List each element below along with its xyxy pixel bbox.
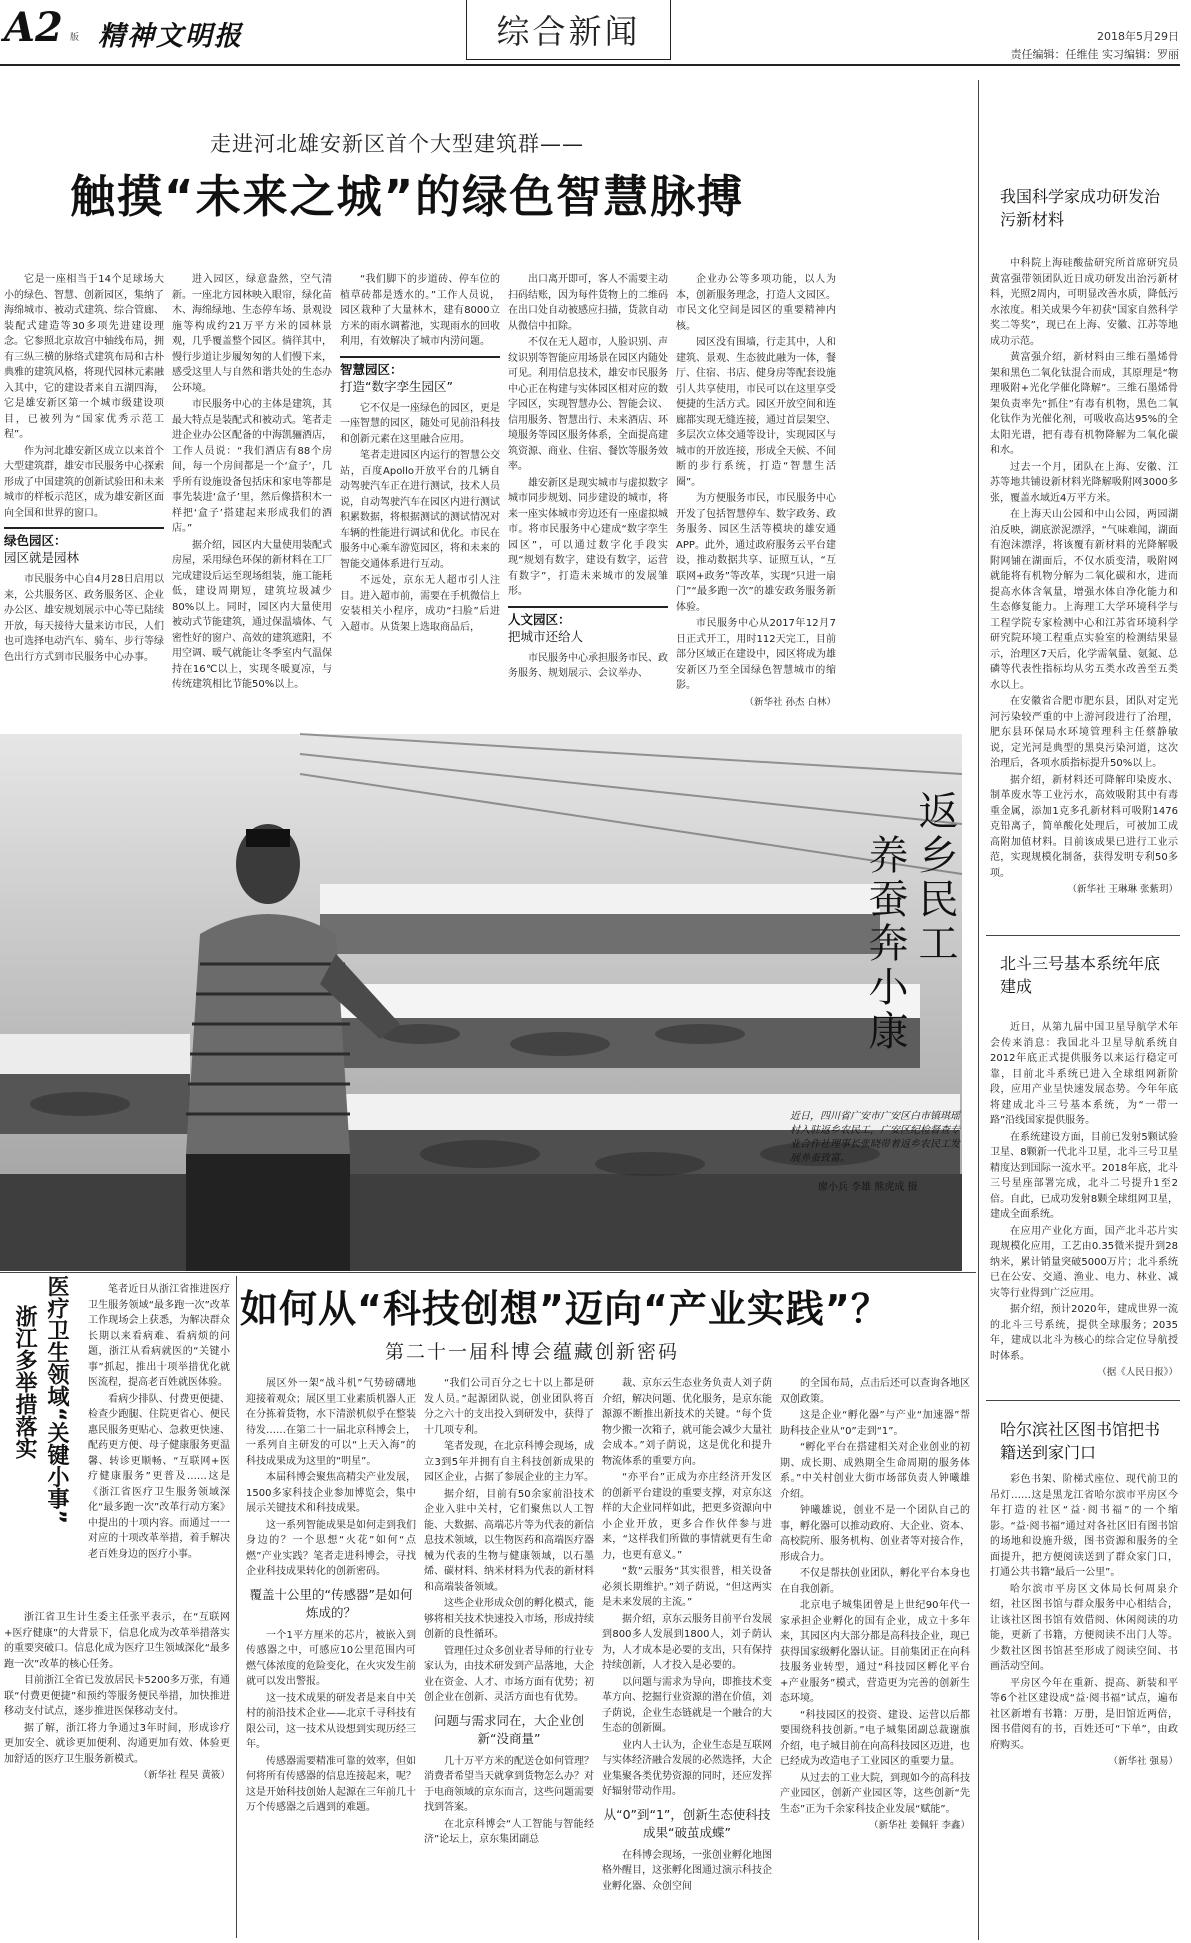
article-byline: （新华社 孙杰 白林） <box>744 696 836 708</box>
paragraph: 市民服务中心的主体是建筑，其最大特点是装配式和被动式。笔者走进企业办公区配备的中海凯骊酒店，工作人员说：“我们酒店有88个房间，每一个房间都是一个‘盒子’，几乎所有设施设备包括床和家电等都是事先装进‘盒子’里，然后像搭积木一样把‘盒子’搭建起来形成我们的酒店。” <box>172 399 332 534</box>
paragraph: 据介绍，新材料还可降解印染废水、制革废水等工业污水，高效吸附其中有毒重金属，添加1克多孔新材料可吸附1476克铅离子，简单酸化处理后，可被加工成高附加值材料。目前该成果已进行工业示范，实现规模化制备，获得发明专利50多项。 <box>990 774 1178 879</box>
paragraph: 目前浙江全省已发放居民卡5200多万张，有通联“付费更便捷”和预约等服务便民举措，加快推进移动支付试点，逐步推进医保移动支付。 <box>4 1675 230 1717</box>
paragraph: 展区外一架“战斗机”气势磅礴地迎接着观众；展区里工业素质机器人正在分拣着货物，水下清淤机似乎在整装待发……在第二十一届北京科博会上，一系列自主研发的可以“上天入海”的科技成果成为这里的“明星”。 <box>246 1378 416 1467</box>
paragraph: 园区没有围墙，行走其中，人和建筑、景观、生态彼此融为一体，餐厅、住宿、书店、健身房等配套设施引人共享使用，市民可以在这里享受便捷的生活方式。园区开放空间和连廊都实现无缝连接，通过首层架空、多层次立体交通等设计，实现园区与城市的开放连接，形成全天候、不间断的步行系统，打造“智慧生活圈”。 <box>676 337 836 488</box>
paragraph: 市民服务中心从2017年12月7日正式开工，用时112天完工，目前部分区域正在建设中，园区将成为雄安新区乃至全国绿色智慧城市的缩影。 <box>676 618 836 691</box>
side-story-byline: （据《人民日报》） <box>1097 1367 1178 1378</box>
paragraph: 传感器需要精准可靠的效率，但如何将所有传感器的信息连接起来，呢？这是开始科技创始人起源在三年前几十万个传感器之后遇到的难题。 <box>246 1755 416 1813</box>
subheading-text: 把城市还给人 <box>508 628 584 644</box>
editor-credits: 责任编辑：任维佳 实习编辑：罗丽 <box>1010 48 1179 61</box>
paragraph: 据了解，浙江将力争通过3年时间，形成诊疗更加安全、就诊更加便利、沟通更加有效、体验更加舒适的医疗卫生服务新模式。 <box>4 1722 230 1765</box>
paragraph: 几十万平方米的配送仓如何管理？消费者希望当天就拿到货物怎么办？对于电商领域的京东而言，这些问题需要找到答案。 <box>424 1755 594 1813</box>
lower-article-column-4 <box>780 1376 970 1936</box>
paragraph: 雄安新区是现实城市与虚拟数字城市同步规划、同步建设的城市，将来一座实体城市旁边还有一座虚拟城市。将市民服务中心建成“数字孪生园区”，可以通过数字化手段实现“规划有数字，建设有数字，运营有数字”，打造未来城市的发展雏形。 <box>508 477 668 597</box>
subheading-text: 园区就是园林 <box>4 550 80 565</box>
section-divider <box>0 1272 976 1273</box>
paragraph: 在北京科博会“人工智能与智能经济”论坛上，京东集团副总 <box>424 1818 594 1845</box>
side-story-1-body <box>990 256 1178 922</box>
paragraph: 进入园区，绿意盎然，空气清新。一座北方园林映入眼帘，绿化苗木、海绵绿地、生态停车场、景观设施等构成约21万平方米的园林景观，几乎覆盖整个园区。徜徉其中，慢行步道让步履匆匆的人们慢下来，感受这里人与自然和谐共处的生态办公环境。 <box>172 274 332 394</box>
page-number: A2 <box>4 4 63 51</box>
story-divider <box>986 935 1180 936</box>
lower-article-headline: 如何从“科技创想”迈向“产业实践”？ <box>240 1287 890 1331</box>
header-rule <box>0 64 1180 66</box>
paragraph: 这一技术成果的研发者是来自中关村的前沿技术企业——北京千寻科技有限公司，这一技术从设想到实现历经三年。 <box>246 1692 416 1750</box>
paragraph: 中科院上海硅酸盐研究所首席研究员黄富强带领团队近日成功研发出治污新材料，光照2周内，可明显改善水质，降低污水浓度。相关成果今年初获“国家自然科学奖二等奖”，现已在上海、安徽、江苏等地成功示范。 <box>990 258 1178 347</box>
paragraph: 据介绍，预计2020年，建成世界一流的北斗三号系统，提供全球服务；2035年，建成以北斗为核心的综合定位导航授时体系。 <box>990 1304 1178 1362</box>
subheading <box>508 606 668 645</box>
lower-left-vertical-headline <box>4 1275 80 1605</box>
subheading <box>4 527 164 566</box>
paragraph: 在系统建设方面，目前已发射5颗试验卫星、8颗新一代北斗卫星，北斗三号卫星精度达到国际一流水平。2018年底，北斗三号星座部署完成，北斗二号提升1至2倍。自此，已成功发射8颗全球组网卫星，建成全面系统。 <box>990 1131 1178 1220</box>
page-number-suffix: 版 <box>70 33 80 43</box>
paragraph: 从过去的工业大院，到现如今的高科技产业园区，创新产业园区等，这些创新“先生态”正为千余家科技企业发展“赋能”。 <box>780 1772 970 1815</box>
paragraph: 黄富强介绍，新材料由三维石墨烯骨架和黑色二氧化钛混合而成，其原理是“物理吸附+光化学催化降解”。三维石墨烯骨架负责率先“抓住”有毒有机物，黑色二氧化钛作为光催化剂，可吸收高达95%的全太阳光谱，把有毒有机物降解为二氧化碳和水。 <box>990 352 1178 456</box>
side-story-title: 我国科学家成功研发治污新材料 <box>1000 187 1161 229</box>
side-story-byline: （新华社 强易） <box>1108 1756 1178 1767</box>
lower-subheading: 从“0”到“1”，创新生态使科技成果“破茧成蝶” <box>603 1806 771 1840</box>
section-title: 综合新闻 <box>466 0 671 60</box>
paragraph: 在应用产业化方面，国产北斗芯片实现规模化应用，工艺由0.35微米提升到28纳米，累计销量突破5000万片；北斗系统已在公安、交通、渔业、电力、林业、减灾等行业得到广泛应用。 <box>990 1225 1178 1299</box>
lower-subheading: 覆盖十公里的“传感器”是如何炼成的？ <box>249 1586 413 1620</box>
photo-byline: 廖小兵 李雄 熊虎成 摄 <box>818 1182 918 1193</box>
paragraph: 作为河北雄安新区成立以来首个大型建筑群，雄安市民服务中心探索形成了中国建筑的创新试验田和未来城市的样板示范区，成为雄安新区面向全国和世界的窗口。 <box>4 445 164 519</box>
paragraph: “科技园区的投资、建设、运营以后都要围绕科技创新。”电子城集团副总裁谢旗介绍，电子城目前在向高科技园区迈进，也已经成为改造电子工业园区的重要力量。 <box>780 1709 970 1767</box>
issue-date: 2018年5月29日 <box>1097 30 1179 43</box>
lower-left-column-top <box>88 1282 230 1606</box>
paragraph: 哈尔滨市平房区文体局长何周泉介绍，社区图书馆与群众服务中心相结合，让该社区图书馆有效借阅、休闲阅读的功能，更新了书籍，方便阅读不出门人等。少数社区图书馆甚至形成了阅读空间、书画活动空间。 <box>990 1583 1178 1672</box>
paragraph: 一个1平方厘米的芯片，被嵌入到传感器之中，可感应10公里范围内可燃气体浓度的危险变化，在火灾发生前就可以发出警报。 <box>246 1629 416 1687</box>
column-divider <box>236 1276 237 1938</box>
paragraph: “我们公司百分之七十以上都是研发人员。”起源团队说，创业团队将百分之六十的支出投入到研发中，获得了十几项专利。 <box>424 1378 594 1436</box>
paragraph: 这是企业“孵化器”与产业“加速器”帮助科技企业从“0”走到“1”。 <box>780 1410 970 1437</box>
paragraph: 业内人士认为，企业生态是互联网与实体经济融合发展的必然选择，大企业集聚各类优势资源的同时，还应发挥好辐射带动作用。 <box>602 1739 772 1797</box>
paragraph: 据介绍，目前有50余家前沿技术企业入驻中关村，它们聚焦以人工智能、大数据、高端芯片等为代表的新信息技术领域，以生物医药和高端医疗器械为代表的生物与健康领域，以石墨烯、碳材料、纳米材料为代表的新材料和高端装备领域。 <box>424 1488 594 1593</box>
paragraph: 这一系列智能成果是如何走到我们身边的？一个思想“火花”如何“点燃”产业实践？笔者走进科博会，寻找企业科技成果转化的创新密码。 <box>246 1519 416 1577</box>
paragraph: 不远处，京东无人超市引人注目。进入超市前，需要在手机微信上安装相关小程序，成功“扫脸”后进入超市。从货架上选取商品后， <box>340 575 500 633</box>
paragraph: 在上海天山公园和中山公园，两园湖泊反映，湖底淤泥漂浮，“气味难闻，湖面有泡沫漂浮，将该覆有新材料的光降解吸附网铺在湖面后，不仅水质变清，吸附网就能将有机物分解为二氧化碳和水，进而提高水体含氧量，增强水体自净化能力和生态修复能力。上海理工大学环境科学与工程学院专家检测中心和江苏省环境科学研究院环境工程重点实验室的检测结果显示，治理区7天后，化学需氧量、氨氮、总磷等代表性指标均从劣五类水改善至五类水以上。 <box>990 509 1178 691</box>
main-article-column-1 <box>4 272 164 722</box>
side-story-title: 哈尔滨社区图书馆把书籍送到家门口 <box>1000 1420 1161 1462</box>
paragraph: 平房区今年在重新、提高、新装和平等6个社区建设成“益·阅书福”试点，遍布社区新增有书籍：万册，是旧馆近两倍，图书借阅有的书，百姓还可“下单”，由政府购买。 <box>990 1677 1178 1751</box>
side-story-byline: （新华社 王琳琳 张紫玥） <box>1067 884 1178 895</box>
subheading <box>340 356 500 395</box>
main-article-column-2 <box>172 272 332 722</box>
subheading-label: 绿色园区： <box>4 533 67 548</box>
paragraph: 市民服务中心自4月28日启用以来，公共服务区、政务服务区、企业办公区、雄安规划展示中心等已陆续开放，每天接待大量来访市民，人们也可选择电动汽车、骑车、步行等绿色出行方式到市民服务中心办事。 <box>4 574 164 663</box>
paragraph: 企业办公等多项功能，以人为本，创新服务理念，打造人文园区。市民文化空间是园区的重要精神内核。 <box>676 274 836 332</box>
paragraph: 市民服务中心承担服务市民、政务服务、规划展示、会议举办、 <box>508 652 668 679</box>
paragraph: 为方便服务市民，市民服务中心开发了包括智慧停车、数字政务、政务服务、园区生活等模块的雄安通APP。此外，通过政府服务云平台建设，推动数据共享、证照互认，“互联网+政务”等改革，实现“只进一扇门”“最多跑一次”的雄安政务服务新体验。 <box>676 493 836 613</box>
paragraph: 本届科博会聚焦高精尖产业发展，1500多家科技企业参加博览会，集中展示关键技术和科技成果。 <box>246 1472 416 1514</box>
photo-title <box>815 790 965 1120</box>
paragraph: 浙江省卫生计生委主任张平表示，在“互联网+医疗健康”的大背景下，信息化成为改革举措落实的重要突破口。信息化成为医疗卫生领域深化“最多跑一次”改革的核心任务。 <box>4 1612 230 1670</box>
paragraph: 据介绍，园区内大量使用装配式房屋，采用绿色环保的新材料在工厂完成建设后运至现场组装，施工能耗低，建设周期短，建筑垃圾减少80%以上。同时，园区内大量使用被动式节能建筑，通过保温墙体、气密性好的窗户、高效的建筑遮阳，不用空调、暖气就能让冬季室内气温保持在16℃以上，实现冬暖夏凉，与传统建筑相比节能50%以上。 <box>172 539 332 690</box>
paragraph: 在安徽省合肥市肥东县，团队对定光河污染较严重的中上游河段进行了治理，肥东县环保局水环境管理科主任蔡静敏说，定光河是典型的黑臭污染河道，这次治理后，各项水质指标提升50%以上。 <box>990 696 1178 769</box>
lower-article-column-1 <box>246 1376 416 1936</box>
column-divider <box>978 80 979 1940</box>
article-byline: （新华社 程昊 黄筱） <box>138 1770 230 1781</box>
main-article-kicker: 走进河北雄安新区首个大型建筑群—— <box>210 132 584 156</box>
side-story-2-body <box>990 1020 1178 1378</box>
main-article-column-4 <box>508 272 668 722</box>
paragraph: 出口离开即可，客人不需要主动扫码结账，因为每件货物上的二维码在出口处自动被感应扫描，货款自动从微信中扣除。 <box>508 274 668 332</box>
vertical-headline-line-2: 浙江多举措落实 <box>12 1305 37 1459</box>
photo-title-line-2: 养蚕奔小康 <box>862 834 908 1054</box>
paragraph: “我们脚下的步道砖、停车位的植草砖都是透水的。”工作人员说，园区栽种了大量林木，建有8000立方米的雨水调蓄池，实现雨水的回收利用，有效解决了城市内涝问题。 <box>340 274 500 347</box>
lower-article-subtitle: 第二十一届科博会蕴藏创新密码 <box>385 1341 680 1363</box>
paragraph: 过去一个月，团队在上海、安徽、江苏等地共铺设新材料光降解吸附网3000多张，覆盖水域近4万平方米。 <box>990 461 1178 504</box>
paragraph: 笔者近日从浙江省推进医疗卫生服务领域“最多跑一次”改革工作现场会上获悉，为解决群众长期以来看病难、看病烦的问题，浙江从看病就医的“关键小事”抓起，推出十项举措优化就医流程，提高老百姓就医体验。 <box>88 1284 230 1388</box>
paragraph: 近日，从第九届中国卫星导航学术年会传来消息：我国北斗卫星导航系统自2012年底正式提供服务以来运行稳定可靠，目前北斗系统已进入全球组网新阶段，应用产业呈快速发展态势。今年年底将建成北斗三号基本系统，为“一带一路”沿线国家提供服务。 <box>990 1022 1178 1126</box>
main-article-headline: 触摸“未来之城”的绿色智慧脉搏 <box>70 170 745 223</box>
paragraph: 不仅在无人超市，人脸识别、声纹识别等智能应用场景在园区内随处可见。利用信息技术，雄安市民服务中心正在构建与实体园区相对应的数字园区，实现智慧办公、智能会议、信用服务、智慧出行、未来酒店、环境服务等园区服务体系，全面提高建筑资源、商业、住宿、餐饮等服务效率。 <box>508 337 668 472</box>
subheading-text: 打造“数字孪生园区” <box>340 378 453 394</box>
newspaper-masthead: 精神文明报 <box>98 21 243 52</box>
subheading-label: 人文园区： <box>508 611 571 627</box>
photo-title-line-1: 返乡民工 <box>912 790 958 966</box>
lower-left-column-bottom <box>4 1610 230 1936</box>
paragraph: 它是一座相当于14个足球场大小的绿色、智慧、创新园区，集纳了海绵城市、被动式建筑、综合管廊、装配式建造等30多项先进建设理念。它参照北京故宫中轴线布局，拥有三纵三横的脉络式建筑布局和古朴典雅的建筑风格，将现代园林元素融入其中，它的建设者来自五湖四海，它是雄安新区第一个城市级建设项目，已被列为“国家优秀示范工程”。 <box>4 274 164 440</box>
paragraph: 裁、京东云生态业务负责人刘子荫介绍，解决问题、优化服务，是京东能源源不断推出新技术的关键。“每个货物少搬一次箱子，就可能会减少大量社会成本。”刘子荫说，这是优化和提升物流体系的重要方向。 <box>602 1378 772 1467</box>
paragraph: 看病少排队、付费更便捷、检查少跑腿、住院更省心、便民惠民服务更贴心、急救更快速、配药更方便、母子健康服务更温馨、转诊更顺畅、“互联网+医疗健康服务”更普及……这是《浙江省医疗卫生服务领域深化“最多跑一次”改革行动方案》中提出的十项内容。而通过一一对应的十项改革举措，着手解决老百姓身边的医疗小事。 <box>88 1393 230 1560</box>
vertical-headline-line-1: 医疗卫生领域“关键小事” <box>44 1275 69 1524</box>
paragraph: 据介绍，京东云服务目前平台发展到800多人发展到1800人，刘子荫认为，人才成本是必要的支出，只有保持持续创新，人才投入是必要的。 <box>602 1613 772 1671</box>
paragraph: “亦平台”正成为亦庄经济开发区的创新平台建设的重要支撑，对京东这样的大企业同样如此，把更多资源向中小企业开放，更多合作伙伴参与进来，“这样我们所做的事情就更有生命力，也更有意义。” <box>602 1472 772 1561</box>
story-divider <box>986 1400 1180 1401</box>
side-story-3-body <box>990 1472 1178 1936</box>
lower-article-column-3 <box>602 1376 772 1936</box>
article-byline: （新华社 姜佩轩 李鑫） <box>868 1820 970 1831</box>
paragraph: 北京电子城集团曾是上世纪90年代一家承担企业孵化的国有企业，成立十多年来，其园区内大部分都是高科技企业，现已获得国家级孵化器认证。目前集团正在向科技服务业转型，通过“科技园区孵化平台+产业服务”模式，营造更为完善的创新生态环境。 <box>780 1600 970 1704</box>
paragraph: 这些企业形成众创的孵化模式，能够将相关技术快速投入市场，形成持续创新的良性循环。 <box>424 1598 594 1640</box>
paragraph: 笔者走进园区内运行的智慧公交站，百度Apollo开放平台的几辆自动驾驶汽车正在进行测试，技术人员说，自动驾驶汽车在园区内进行测试积累数据，将根据测试的测试情况对车辆的性能进行调试和优化。市民在服务中心乘车游览园区，将和未来的智能交通体系进行互动。 <box>340 450 500 570</box>
paragraph: 在科博会现场，一张创业孵化地图格外醒目，这张孵化图通过演示科技企业孵化器、众创空间 <box>602 1849 772 1892</box>
main-article-column-5 <box>676 272 836 722</box>
paragraph: 以问题与需求为导向，即推技术变革方向、挖掘行业资源的潜在价值，刘子荫说，企业生态链就是一个融合的大生态的创新圈。 <box>602 1676 772 1734</box>
paragraph: “数”云服务“其实很普，相关设备必须长期维护。”刘子荫说，“但这两实是未来发展的主流。” <box>602 1566 772 1608</box>
paragraph: 它不仅是一座绿色的园区，更是一座智慧的园区，随处可见前沿科技和创新元素在这里融合应用。 <box>340 402 500 445</box>
lower-article-column-2 <box>424 1376 594 1936</box>
lower-subheading: 问题与需求同在，大企业创新“没商量” <box>433 1712 584 1746</box>
main-article-column-3 <box>340 272 500 722</box>
paragraph: 笔者发现，在北京科博会现场，成立3到5年并拥有自主科技创新成果的园区企业，占据了参展企业的主力军。 <box>424 1441 594 1483</box>
side-story-title: 北斗三号基本系统年底建成 <box>1000 954 1161 996</box>
photo-caption: 近日，四川省广安市广安区白市镇琪瑶村入驻返乡农民工，广安区纪检督查专业合作社理事长张晓带着返乡农民工发展养蚕致富。 <box>790 1111 960 1164</box>
paragraph: 的全国布局，点击后还可以查询各地区双创政策。 <box>780 1378 970 1405</box>
paragraph: 不仅是帮扶创业团队，孵化平台本身也在自我创新。 <box>780 1568 970 1595</box>
paragraph: “孵化平台在搭建相关对企业创业的初期、成长期、成熟期全生命周期的服务体系。”中关村创业大街市场部负责人钟曦雄介绍。 <box>780 1442 970 1500</box>
paragraph: 彩色书架、阶梯式座位、现代前卫的吊灯……这是黑龙江省哈尔滨市平房区今年打造的社区“益·阅书福”的一个缩影。“益·阅书福”通过对各社区旧有图书馆的场地和设施升级，图书资源和服务的全面提升，把方便阅读送到了群众家门口，打通公共书籍“最后一公里”。 <box>990 1474 1178 1578</box>
paragraph: 管理任过众多创业者导师的行业专家认为，由技术研发到产品落地，大企业在资金、人才、市场方面有优势；初创企业在创新、灵活方面也有优势。 <box>424 1645 594 1703</box>
subheading-label: 智慧园区： <box>340 361 403 377</box>
paragraph: 钟曦雄说，创业不是一个团队自己的事，孵化器可以推动政府、大企业、资本、高校院所、服务机构、创业者等对接合作，形成合力。 <box>780 1505 970 1563</box>
